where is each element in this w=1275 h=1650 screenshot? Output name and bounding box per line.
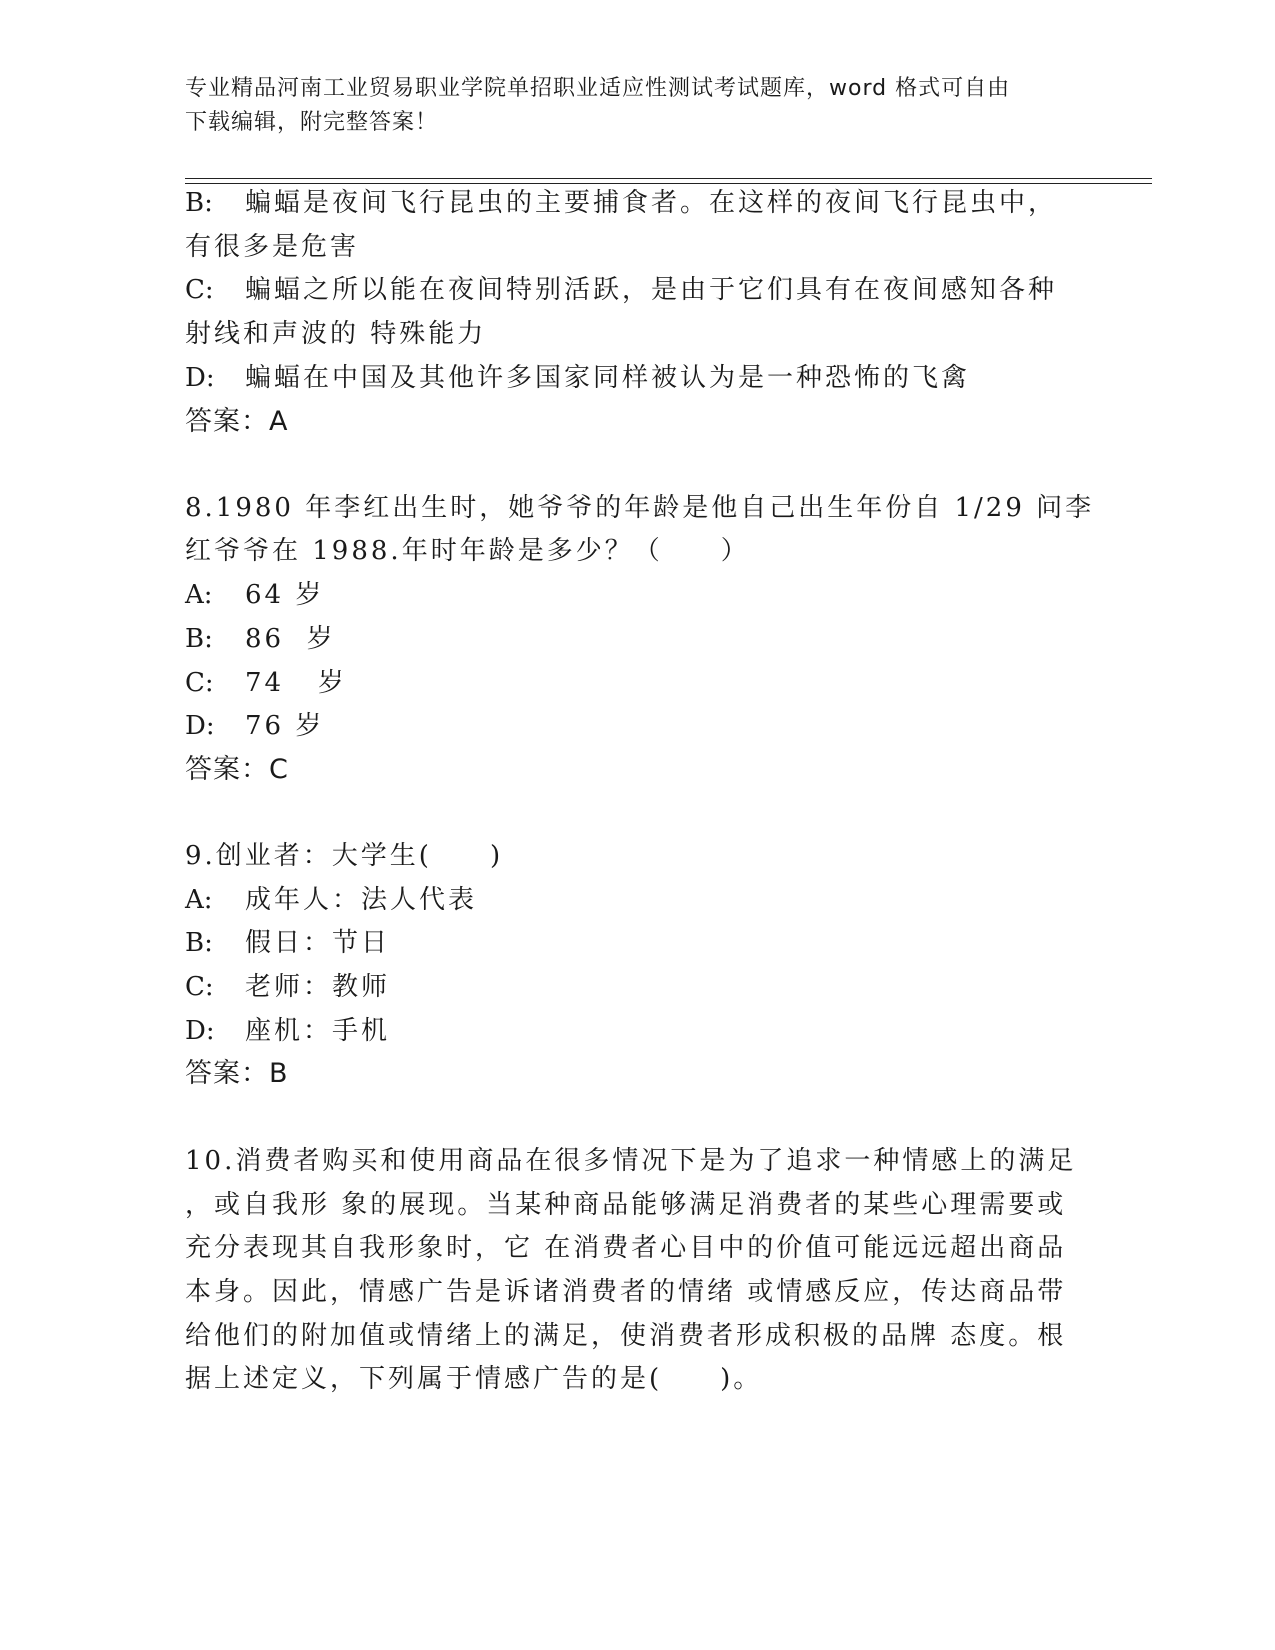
q9-option-c	[185, 964, 390, 1010]
header-line-1: 专业精品河南工业贸易职业学院单招职业适应性测试考试题库，word 格式可自由	[185, 76, 1011, 101]
q10-stem-line-5: 给他们的附加值或情绪上的满足，使消费者形成积极的品牌 态度。根	[185, 1321, 1067, 1351]
q7-option-c	[185, 267, 1057, 313]
option-text: 老师：教师	[245, 972, 391, 1002]
option-text: 74 岁	[245, 668, 347, 698]
option-label: D:	[185, 363, 215, 393]
q8-answer: 答案：C	[185, 754, 289, 785]
q9-answer: 答案：B	[185, 1058, 289, 1089]
header-rule-top	[185, 178, 1152, 179]
option-text: 假日：节日	[245, 928, 391, 958]
q8-option-c	[185, 660, 347, 706]
option-label: C:	[185, 972, 214, 1002]
q8-stem-line-2: 红爷爷在 1988.年时年龄是多少？（ ）	[185, 536, 750, 566]
q8-option-a	[185, 572, 324, 618]
q9-option-a	[185, 877, 477, 923]
q10-stem-line-1: 10.消费者购买和使用商品在很多情况下是为了追求一种情感上的满足	[185, 1146, 1077, 1176]
option-label: C:	[185, 668, 214, 698]
q7-option-c-cont: 射线和声波的 特殊能力	[185, 319, 487, 349]
q8-option-b	[185, 616, 336, 662]
q7-option-b	[185, 180, 1057, 226]
option-label: B:	[185, 188, 213, 218]
option-label: B:	[185, 624, 213, 654]
q8-option-d	[185, 703, 324, 749]
q7-answer: 答案：A	[185, 406, 289, 437]
option-text: 蝙蝠是夜间飞行昆虫的主要捕食者。在这样的夜间飞行昆虫中，	[245, 188, 1058, 218]
option-label: C:	[185, 275, 214, 305]
option-label: A:	[185, 580, 213, 610]
option-text: 座机：手机	[245, 1016, 391, 1046]
q9-option-b	[185, 920, 390, 966]
q9-option-d	[185, 1008, 390, 1054]
q7-option-b-cont: 有很多是危害	[185, 232, 360, 262]
option-label: A:	[185, 885, 213, 915]
header-line-2: 下载编辑，附完整答案！	[185, 110, 439, 135]
option-label: D:	[185, 1016, 215, 1046]
q10-stem-line-3: 充分表现其自我形象时，它 在消费者心目中的价值可能远远超出商品	[185, 1233, 1067, 1263]
q7-option-d	[185, 355, 970, 401]
option-text: 成年人：法人代表	[245, 885, 478, 915]
q10-stem-line-6: 据上述定义，下列属于情感广告的是( )。	[185, 1364, 763, 1394]
option-text: 76 岁	[245, 711, 325, 741]
option-text: 86 岁	[245, 624, 336, 654]
option-label: B:	[185, 928, 213, 958]
q10-stem-line-4: 本身。因此，情感广告是诉诸消费者的情绪 或情感反应，传达商品带	[185, 1277, 1067, 1307]
q10-stem-line-2: ，或自我形 象的展现。当某种商品能够满足消费者的某些心理需要或	[185, 1190, 1067, 1220]
option-label: D:	[185, 711, 215, 741]
q8-stem-line-1: 8.1980 年李红出生时，她爷爷的年龄是他自己出生年份自 1/29 问李	[185, 493, 1095, 523]
page-header	[185, 72, 1085, 140]
q9-stem: 9.创业者：大学生( )	[185, 841, 504, 871]
option-text: 64 岁	[245, 580, 325, 610]
option-text: 蝙蝠之所以能在夜间特别活跃，是由于它们具有在夜间感知各种	[245, 275, 1058, 305]
option-text: 蝙蝠在中国及其他许多国家同样被认为是一种恐怖的飞禽	[245, 363, 971, 393]
